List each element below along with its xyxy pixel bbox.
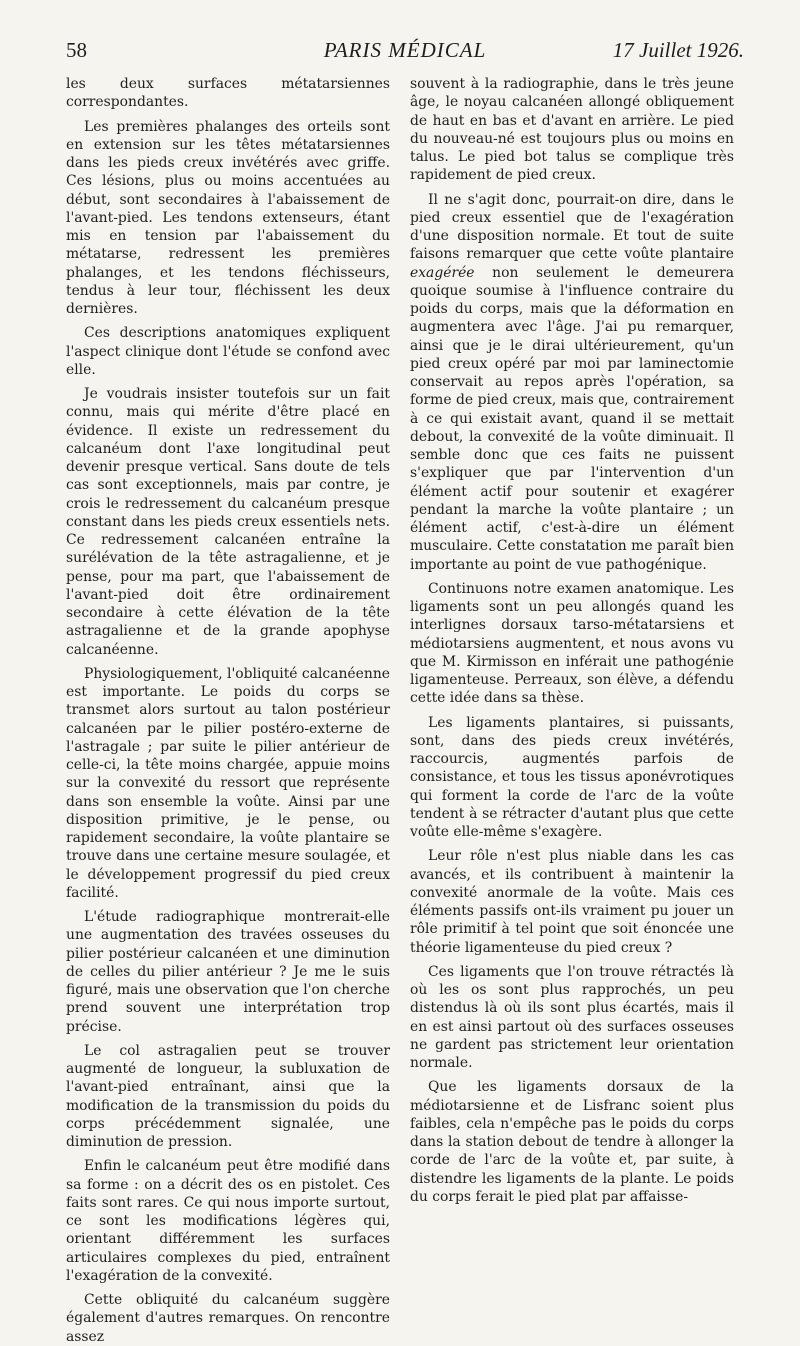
paragraph: Les premières phalanges des orteils sont en extension sur les têtes métatarsiennes dans les pieds creux invétérés avec griffe. Ces lésions, plus ou moins accentuées au début, sont secondaires à l'abaissement de l'avant-pied. Les tendons extenseurs, étant mis en tension par l'abaissement du métatarse, redressent les premières phalanges, et les tendons fléchisseurs, tendus à leur tour, fléchissent les deux dernières.: [66, 118, 390, 317]
paragraph: Continuons notre examen anatomique. Les ligaments sont un peu allongés quand les interlignes dorsaux tarso-métatarsiens et médiotarsiens augmentent, et nous avons vu que M. Kirmisson en inférait une pathogénie ligamenteuse. Perreaux, son élève, a défendu cette idée dans sa thèse.: [410, 580, 734, 707]
paragraph: L'étude radiographique montrerait-elle une augmentation des travées osseuses du pilier postérieur calcanéen et une diminution de celles du pilier antérieur ? Je me le suis figuré, mais une observation que l'on cherche prend souvent une interprétation trop précise.: [66, 909, 390, 1035]
paragraph: Leur rôle n'est plus niable dans les cas avancés, et ils contribuent à maintenir la convexité anormale de la voûte. Mais ces éléments passifs ont-ils vraiment pu jouer un rôle primitif à tel point que soit énoncée une théorie ligamenteuse du pied creux ?: [410, 848, 734, 956]
left-column: [66, 75, 390, 1346]
right-column: [410, 75, 734, 1206]
paragraph: Cette obliquité du calcanéum suggère également d'autres remarques. On rencontre assez: [66, 1292, 390, 1345]
journal-title: PARIS MÉDICAL: [323, 38, 487, 62]
paragraph: Que les ligaments dorsaux de la médiotarsienne et de Lisfranc soient plus faibles, cela n'empêche pas le poids du corps dans la station debout de tendre à allonger la corde de l'arc de la voûte et, par suite, à distendre les ligaments de la plante. Le poids du corps ferait le pied plat par affaisse-: [410, 1079, 734, 1205]
paragraph: souvent à la radiographie, dans le très jeune âge, le noyau calcanéen allongé obliquement de haut en bas et d'avant en arrière. Le pied du nouveau-né est toujours plus ou moins en talus. Le pied bot talus se complique très rapidement de pied creux.: [410, 76, 734, 184]
issue-date: 17 Juillet 1926.: [612, 38, 744, 62]
paragraph: Ces ligaments que l'on trouve rétractés là où les os sont plus rapprochés, un peu distendus là où ils sont plus écartés, mais il en est ainsi partout où des surfaces osseuses ne gardent pas strictement leur orientation normale.: [410, 963, 734, 1071]
italic-word: exagérée: [410, 264, 475, 281]
paragraph-text: non seulement le demeurera quoique soumise à l'influence contraire du poids du corps, mais que la déformation en augmentera avec l'âge. J'ai pu remarquer, ainsi que je le dirai ultérieurement, qu'un pied creux opéré par moi par laminectomie conservait au repos après l'opération, sa forme de pied creux, mais que, contrairement à ce qui existait avant, quand il se mettait debout, la convexité de la voûte diminuait. Il semble donc que ces faits ne puissent s'expliquer que par l'intervention d'un élément actif pour soutenir et exagérer pendant la marche la voûte plantaire ; un élément actif, c'est-à-dire un élément musculaire. Cette constatation me paraît bien importante au point de vue pathogénique.: [410, 264, 735, 573]
paragraph: [410, 191, 734, 574]
page-number: 58: [66, 38, 87, 62]
paragraph: Les ligaments plantaires, si puissants, sont, dans des pieds creux invétérés, raccourcis, augmentés parfois de consistance, et tous les tissus aponévrotiques qui forment la corde de l'arc de la voûte tendent à se rétracter d'autant plus que cette voûte elle-même s'exagère.: [410, 714, 734, 840]
running-header: [66, 38, 744, 68]
paragraph: Enfin le calcanéum peut être modifié dans sa forme : on a décrit des os en pistolet. Ces faits sont rares. Ce qui nous importe surtout, ce sont les modifications légères qui, orientant différemment les surfaces articulaires complexes du pied, entraînent l'exagération de la convexité.: [66, 1158, 390, 1284]
paragraph-text: Il ne s'agit donc, pourrait-on dire, dans le pied creux essentiel que de l'exagération d'une disposition normale. Et tout de suite faisons remarquer que cette voûte plantaire: [410, 191, 734, 263]
paragraph: Le col astragalien peut se trouver augmenté de longueur, la subluxation de l'avant-pied entraînant, ainsi que la modification de la transmission du poids du corps précédemment signalée, une diminution de pression.: [66, 1042, 390, 1150]
paragraph: les deux surfaces métatarsiennes correspondantes.: [66, 76, 390, 111]
paragraph: Ces descriptions anatomiques expliquent l'aspect clinique dont l'étude se confond avec elle.: [66, 325, 390, 378]
paragraph: Physiologiquement, l'obliquité calcanéenne est importante. Le poids du corps se transmet alors surtout au talon postérieur calcanéen par le pilier postéro-externe de l'astragale ; par suite le pilier antérieur de celle-ci, la tête moins chargée, appuie moins sur la convexité du ressort que représente dans son ensemble la voûte. Ainsi par une disposition primitive, je le pense, ou rapidement secondaire, la voûte plantaire se trouve dans une certaine mesure soulagée, et le développement progressif du pied creux facilité.: [66, 665, 390, 901]
paragraph: Je voudrais insister toutefois sur un fait connu, mais qui mérite d'être placé en évidence. Il existe un redressement du calcanéum dont l'axe longitudinal peut devenir presque vertical. Sans doute de tels cas sont exceptionnels, mais par contre, je crois le redressement du calcanéum presque constant dans les pieds creux essentiels nets. Ce redressement calcanéen entraîne la surélévation de la tête astragalienne, et je pense, pour ma part, que l'abaissement de l'avant-pied doit être ordinairement secondaire à cette élévation de la tête astragalienne et de la grande apophyse calcanéenne.: [66, 386, 390, 658]
